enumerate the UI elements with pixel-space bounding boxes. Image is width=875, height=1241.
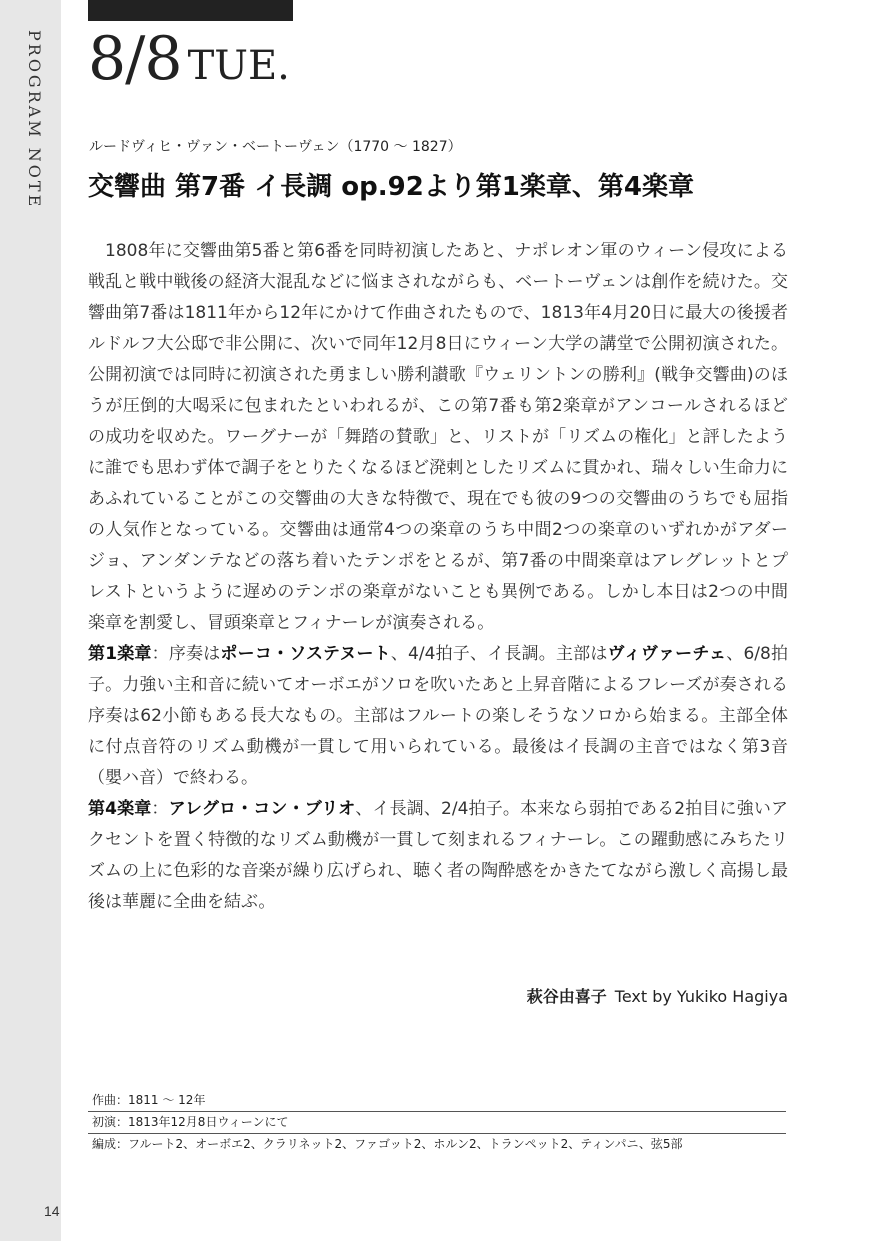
movement-1-text-a: ：序奏は [151,644,221,664]
work-title: 交響曲 第7番 イ長調 op.92より第1楽章、第4楽章 [88,172,694,202]
concert-date [88,24,290,94]
movement-4-text-a: ： [151,799,169,819]
intro-paragraph: 1808年に交響曲第5番と第6番を同時初演したあと、ナポレオン軍のウィーン侵攻による戦乱と戦中戦後の経済大混乱などに悩まされながらも、ベートーヴェンは創作を続けた。交響曲第7番は1811年から12年にかけて作曲されたもので、1813年4月20日に最大の後援者ルドルフ大公邸で非公開に、次いで同年12月8日にウィーン大学の講堂で公開初演された。公開初演では同時に初演された勇ましい勝利讃歌『ウェリントンの勝利』(戦争交響曲)のほうが圧倒的大喝采に包まれたといわれるが、この第7番も第2楽章がアンコールされるほどの成功を収めた。ワーグナーが「舞踏の賛歌」と、リストが「リズムの権化」と評したように誰でも思わず体で調子をとりたくなるほど溌剌としたリズムに貫かれ、瑞々しい生命力にあふれていることがこの交響曲の大きな特徴で、現在でも彼の9つの交響曲のうちでも屈指の人気作となっている。交響曲は通常4つの楽章のうち中間2つの楽章のいずれかがアダージョ、アンダンテなどの落ち着いたテンポをとるが、第7番の中間楽章はアレグレットとプレストというように遅めのテンポの楽章がないことも異例である。しかし本日は2つの中間楽章を割愛し、冒頭楽章とフィナーレが演奏される。 [88,241,788,633]
date: 8/8 [88,24,182,94]
movement-1-label: 第1楽章 [88,644,152,664]
program-note-body [88,236,788,918]
movement-4-tempo: アレグロ・コン・ブリオ [168,799,356,819]
author-name: 萩谷由喜子 [526,987,607,1006]
movement-4-paragraph [88,794,788,918]
sidebar [0,0,61,1241]
movement-1-text-b: 、4/4拍子、イ長調。主部は [390,644,608,664]
author-signature [527,984,788,1007]
work-info [88,1090,786,1155]
weekday: TUE. [187,43,290,89]
section-label: PROGRAM NOTE [25,30,44,210]
header-bar [88,0,293,21]
movement-1-tempo-intro: ポーコ・ソステヌート [220,644,391,664]
page-number: 14 [44,1203,60,1219]
movement-1-text-c: 、6/8拍子。力強い主和音に続いてオーボエがソロを吹いたあと上昇音階によるフレーズが奏される序奏は62小節もある長大なもの。主部はフルートの楽しそうなソロから始まる。主部全体に付点音符のリズム動機が一貫して用いられている。最後はイ長調の主音ではなく第3音（嬰ハ音）で終わる。 [88,644,789,788]
info-composed: 作曲：1811 〜 12年 [88,1090,786,1112]
info-orchestration: 編成：フルート2、オーボエ2、クラリネット2、ファゴット2、ホルン2、トランペット2、ティンパニ、弦5部 [92,1137,683,1151]
author-credit: Text by Yukiko Hagiya [614,987,788,1006]
movement-1-paragraph [88,639,788,794]
movement-4-label: 第4楽章 [88,799,152,819]
composer-name: ルードヴィヒ・ヴァン・ベートーヴェン（1770 〜 1827） [89,139,462,155]
movement-4-text-b: 、イ長調、2/4拍子。本来なら弱拍である2拍目に強いアクセントを置く特徴的なリズム動機が一貫して刻まれるフィナーレ。この躍動感にみちたリズムの上に色彩的な音楽が繰り広げられ、聴く者の陶酔感をかきたてながら激しく高揚し最後は華麗に全曲を結ぶ。 [88,799,788,912]
info-premiere: 初演：1813年12月8日ウィーンにて [88,1112,786,1134]
movement-1-tempo-main: ヴィヴァーチェ [607,644,727,664]
